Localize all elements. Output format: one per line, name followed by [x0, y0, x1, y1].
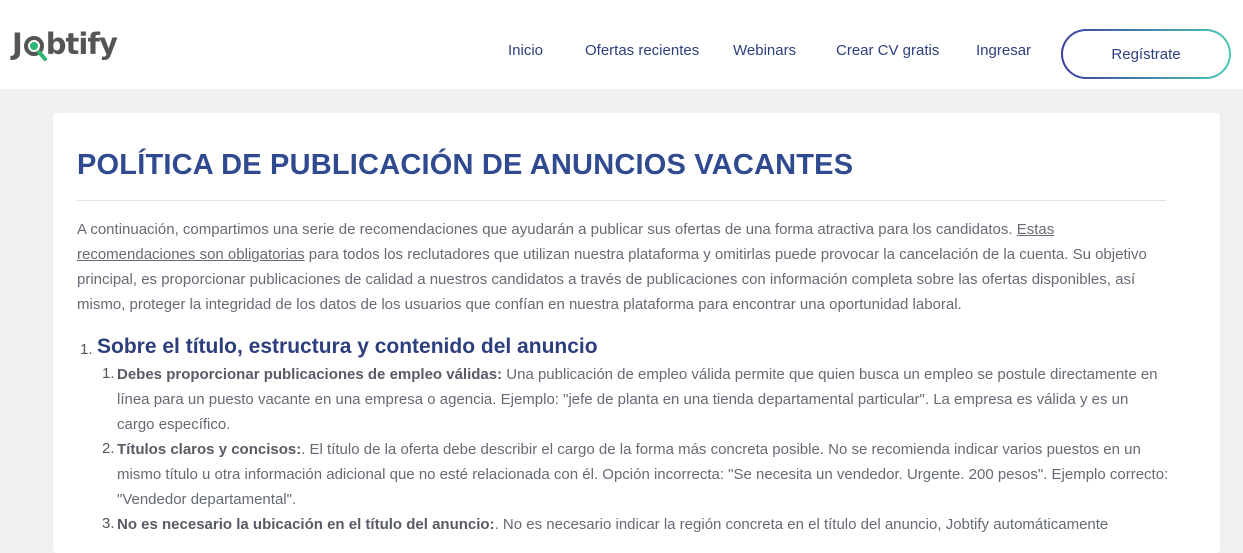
page-title: POLÍTICA DE PUBLICACIÓN DE ANUNCIOS VACANTES — [77, 149, 854, 181]
nav-link-inicio[interactable]: Inicio — [508, 42, 544, 59]
list-item-text: . No es necesario indicar la región concreta en el título del anuncio, Jobtify automáticamente — [494, 516, 1109, 533]
magnifier-logo-icon — [23, 33, 45, 55]
list-item-text: Una publicación de empleo válida permite que quien busca un empleo se postule directamente en línea para un puesto vacante en una empresa o agencia. Ejemplo: "jefe de planta en una tienda departamental particular". La empresa es válida y es un cargo específico. — [117, 366, 1158, 433]
logo-text-end: btify — [45, 27, 117, 61]
list-item — [117, 512, 1169, 537]
nav-link-ingresar[interactable]: Ingresar — [976, 42, 1032, 59]
section-number: 1. — [80, 341, 93, 358]
title-divider — [77, 200, 1166, 201]
list-item-number: 2. — [102, 440, 115, 457]
nav-link-ofertas-recientes[interactable]: Ofertas recientes — [585, 42, 700, 59]
logo-text-start: J — [12, 27, 22, 61]
intro-text-2: para todos los reclutadores que utilizan nuestra plataforma y omitirlas puede provocar la cancelación de la cuenta. Su objetivo principal, es proporcionar publicaciones de calidad a nuestros candidatos a través de publicaciones con información completa sobre las ofertas disponibles, así mismo, proteger la integridad de los datos de los usuarios que confían en nuestra plataforma para encontrar una oportunidad laboral. — [77, 246, 1147, 313]
nav-link-crear-cv[interactable]: Crear CV gratis — [836, 42, 940, 59]
list-item-number: 3. — [102, 515, 115, 532]
jobtify-logo[interactable] — [12, 24, 117, 64]
nav-link-webinars[interactable]: Webinars — [733, 42, 797, 59]
list-item-number: 1. — [102, 365, 115, 382]
intro-paragraph — [77, 217, 1172, 317]
register-button-label: Regístrate — [1111, 45, 1181, 63]
list-item — [117, 437, 1169, 512]
list-item-heading: No es necesario la ubicación en el título del anuncio: — [117, 516, 495, 533]
list-item — [117, 362, 1169, 437]
list-item-heading: Debes proporcionar publicaciones de empleo válidas: — [117, 366, 503, 383]
mandatory-link[interactable]: Estas recomendaciones son obligatorias — [77, 221, 1055, 263]
register-button[interactable] — [1061, 29, 1231, 79]
list-item-text: . El título de la oferta debe describir el cargo de la forma más concreta posible. No se recomienda indicar varios puestos en un mismo título u otra información adicional que no esté relacionada con él. Opción incorrecta: "Se necesita un vendedor. Urgente. 200 pesos". Ejemplo correcto: "Vendedor departamental". — [117, 441, 1169, 508]
section-title: Sobre el título, estructura y contenido del anuncio — [97, 335, 598, 358]
list-item-heading: Títulos claros y concisos: — [117, 441, 302, 458]
intro-text-1: A continuación, compartimos una serie de recomendaciones que ayudarán a publicar sus ofertas de una forma atractiva para los candidatos. — [77, 221, 1017, 238]
top-navbar — [0, 0, 1243, 89]
